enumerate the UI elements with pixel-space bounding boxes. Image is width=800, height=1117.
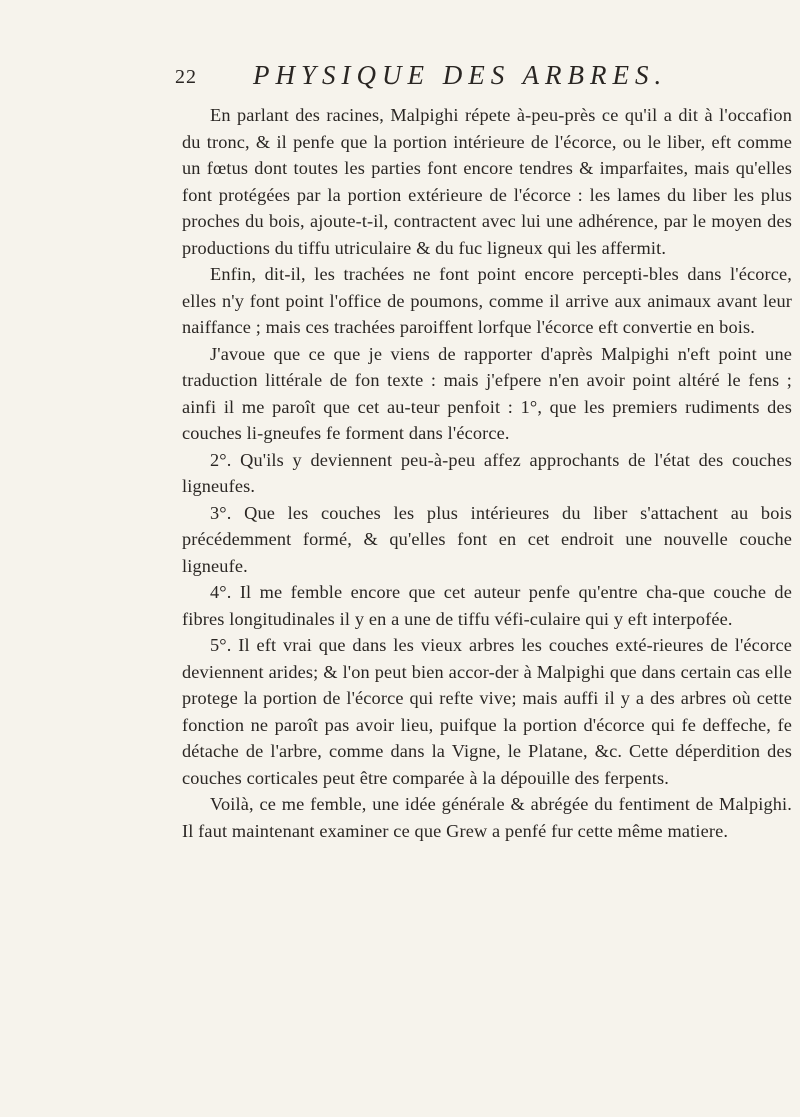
paragraph-avowal: J'avoue que ce que je viens de rapporter d'après Malpighi n'eft point une traduction littérale de fon texte : mais j'efpere n'en avoir point altéré le fens ; ainfi il me paroît que cet au-teur penfoit : 1°, que les premiers rudiments des couches li-gneufes fe forment dans l'écorce. — [182, 343, 792, 443]
body-text — [182, 102, 792, 844]
paragraph-conclusion: Voilà, ce me femble, une idée générale & abrégée du fentiment de Malpighi. Il faut maintenant examiner ce que Grew a penfé fur cette même matiere. — [182, 794, 792, 841]
running-title: PHYSIQUE DES ARBRES. — [253, 60, 668, 90]
paragraph-point-3: 3°. Que les couches les plus intérieures du liber s'attachent au bois précédemment formé, & qu'elles font en cet endroit une nouvelle couche ligneufe. — [182, 502, 792, 576]
paragraph-point-4: 4°. Il me femble encore que cet auteur penfe qu'entre cha-que couche de fibres longitudinales il y en a une de tiffu véfi-culaire qui y eft interpofée. — [182, 582, 792, 629]
running-head — [175, 60, 785, 104]
paragraph-point-2: 2°. Qu'ils y deviennent peu-à-peu affez approchants de l'état des couches ligneufes. — [182, 449, 792, 496]
page-number: 22 — [175, 66, 197, 88]
paragraph-malpighi-roots: En parlant des racines, Malpighi répete à-peu-près ce qu'il a dit à l'occafion du tronc, & il penfe que la portion intérieure de l'écorce, ou le liber, eft comme un fœtus dont toutes les parties font encore tendres & imparfaites, mais qu'elles font protégées par la portion extérieure de l'écorce : les lames du liber les plus proches du bois, ajoute-t-il, contractent avec lui une adhérence, par le moyen des productions du tiffu utriculaire & du fuc ligneux qui les affermit. — [182, 105, 792, 258]
paragraph-trachees: Enfin, dit-il, les trachées ne font point encore percepti-bles dans l'écorce, elles n'y font point l'office de poumons, comme il arrive aux animaux avant leur naiffance ; mais ces trachées paroiffent lorfque l'écorce eft convertie en bois. — [182, 264, 792, 337]
paragraph-point-5: 5°. Il eft vrai que dans les vieux arbres les couches exté-rieures de l'écorce deviennent arides; & l'on peut bien accor-der à Malpighi que dans certain cas elle protege la portion de l'écorce qui refte vive; mais auffi il y a des arbres où cette fonction ne paroît pas avoir lieu, puifque la portion d'écorce qui fe deffeche, fe détache de l'arbre, comme dans la Vigne, le Platane, &c. Cette déperdition des couches corticales peut être comparée à la dépouille des ferpents. — [182, 635, 792, 788]
